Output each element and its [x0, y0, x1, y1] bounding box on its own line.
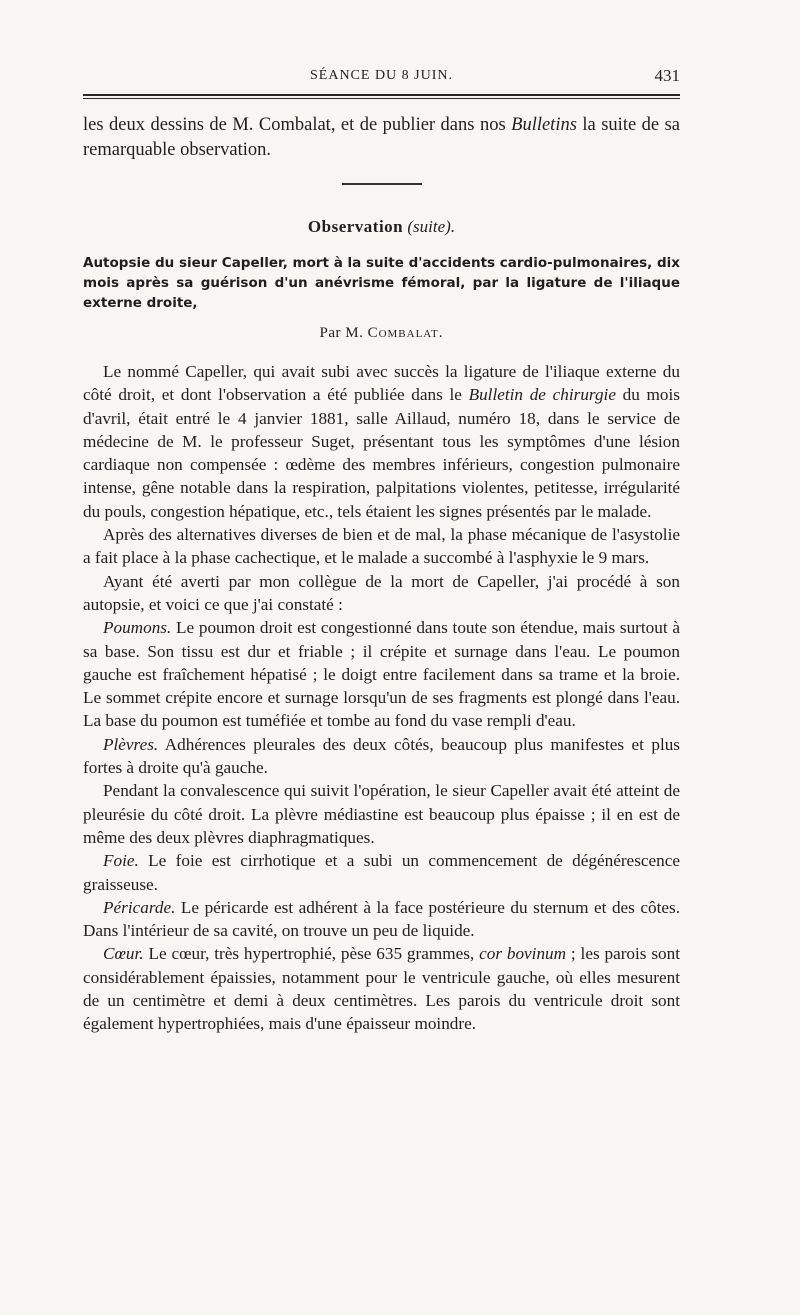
text: du mois d'avril, était entré le 4 janvier 1881, salle Aillaud, numéro 18, dans le service de médecine de M. le professeur Suget, présentant tous les symptômes d'une lésion cardiaque non compensée : œdème des membres inférieurs, congestion pulmonaire intense, gêne notable dans la respiration, palpitations violentes, petitesse, irrégularité du pouls, congestion hépatique, etc., tels étaient les signes présentés par le malade.	[83, 385, 680, 521]
text: Adhérences pleurales des deux côtés, beaucoup plus manifestes et plus fortes à droite qu'à gauche.	[83, 734, 680, 778]
header-rule	[83, 94, 680, 99]
paragraph	[83, 733, 680, 780]
observation-subtitle: Autopsie du sieur Capeller, mort à la suite d'accidents cardio-pulmonaires, dix mois après sa guérison d'un anévrisme fémoral, par la ligature de l'iliaque externe droite,	[83, 255, 680, 311]
text: Le péricarde est adhérent à la face postérieure du sternum et des côtes. Dans l'intérieur de sa cavité, on trouve un peu de liquide.	[83, 897, 680, 941]
paragraph	[83, 360, 680, 523]
intro-text-1: les deux dessins de M. Combalat, et de publier dans nos	[83, 115, 512, 135]
observation-suite: (suite).	[407, 217, 456, 236]
body-text	[83, 360, 680, 1036]
intro-paragraph	[83, 113, 680, 163]
intro-text-2: la suite de sa remarquable observation.	[83, 115, 680, 160]
paragraph: Ayant été averti par mon collègue de la mort de Capeller, j'ai procédé à son autopsie, et voici ce que j'ai constaté :	[83, 571, 680, 614]
italic-text: Cœur.	[103, 944, 144, 964]
section-divider	[342, 183, 422, 185]
text: Le cœur, très hypertrophié, pèse 635 grammes,	[143, 944, 480, 964]
running-title: SÉANCE DU 8 JUIN.	[310, 68, 453, 83]
observation-title	[83, 217, 680, 237]
page-number: 431	[654, 66, 680, 85]
italic-text: Plèvres.	[103, 734, 159, 754]
page	[83, 66, 680, 1036]
italic-text: Foie.	[103, 851, 139, 871]
byline-author: Combalat.	[367, 325, 444, 341]
byline-prefix: Par M.	[319, 325, 368, 341]
text: Le nommé Capeller, qui avait subi avec succès la ligature de l'iliaque externe du côté droit, et dont l'observation a été publiée dans le	[83, 362, 680, 405]
paragraph: Après des alternatives diverses de bien et de mal, la phase mécanique de l'asystolie a fait place à la phase cachectique, et le malade a succombé à l'asphyxie le 9 mars.	[83, 525, 680, 568]
page-header	[83, 66, 680, 90]
text: ; les parois sont considérablement épaissies, notamment pour le ventricule gauche, où elles mesurent de un centimètre et demi à deux centimètres. Les parois du ventricule droit sont également hypertrophiées, mais d'une épaisseur moindre.	[83, 944, 680, 1034]
italic-text: Poumons.	[103, 618, 172, 638]
paragraph	[83, 616, 680, 732]
paragraph	[83, 896, 680, 943]
intro-italic: Bulletins	[511, 115, 577, 135]
text: Le foie est cirrhotique et a subi un commencement de dégénérescence graisseuse.	[83, 851, 680, 894]
paragraph: Pendant la convalescence qui suivit l'opération, le sieur Capeller avait été atteint de pleurésie du côté droit. La plèvre médiastine est beaucoup plus épaisse ; il en est de même des deux plèvres diaphragmatiques.	[83, 781, 680, 847]
italic-text: Bulletin de chirurgie	[468, 385, 616, 405]
paragraph	[83, 849, 680, 896]
byline	[83, 325, 680, 342]
italic-text: Péricarde.	[103, 897, 176, 917]
text: Le poumon droit est congestionné dans toute son étendue, mais surtout à sa base. Son tissu est dur et friable ; il crépite et surnage dans l'eau. Le poumon gauche est fraîchement hépatisé ; le doigt entre facilement dans sa trame et la broie. Le sommet crépite encore et surnage lorsqu'un de ses fragments est plongé dans l'eau. La base du poumon est tuméfiée et tombe au fond du vase rempli d'eau.	[83, 618, 680, 731]
italic-text: cor bovinum	[479, 944, 567, 964]
paragraph	[83, 942, 680, 1035]
observation-title-text: Observation	[307, 217, 404, 236]
